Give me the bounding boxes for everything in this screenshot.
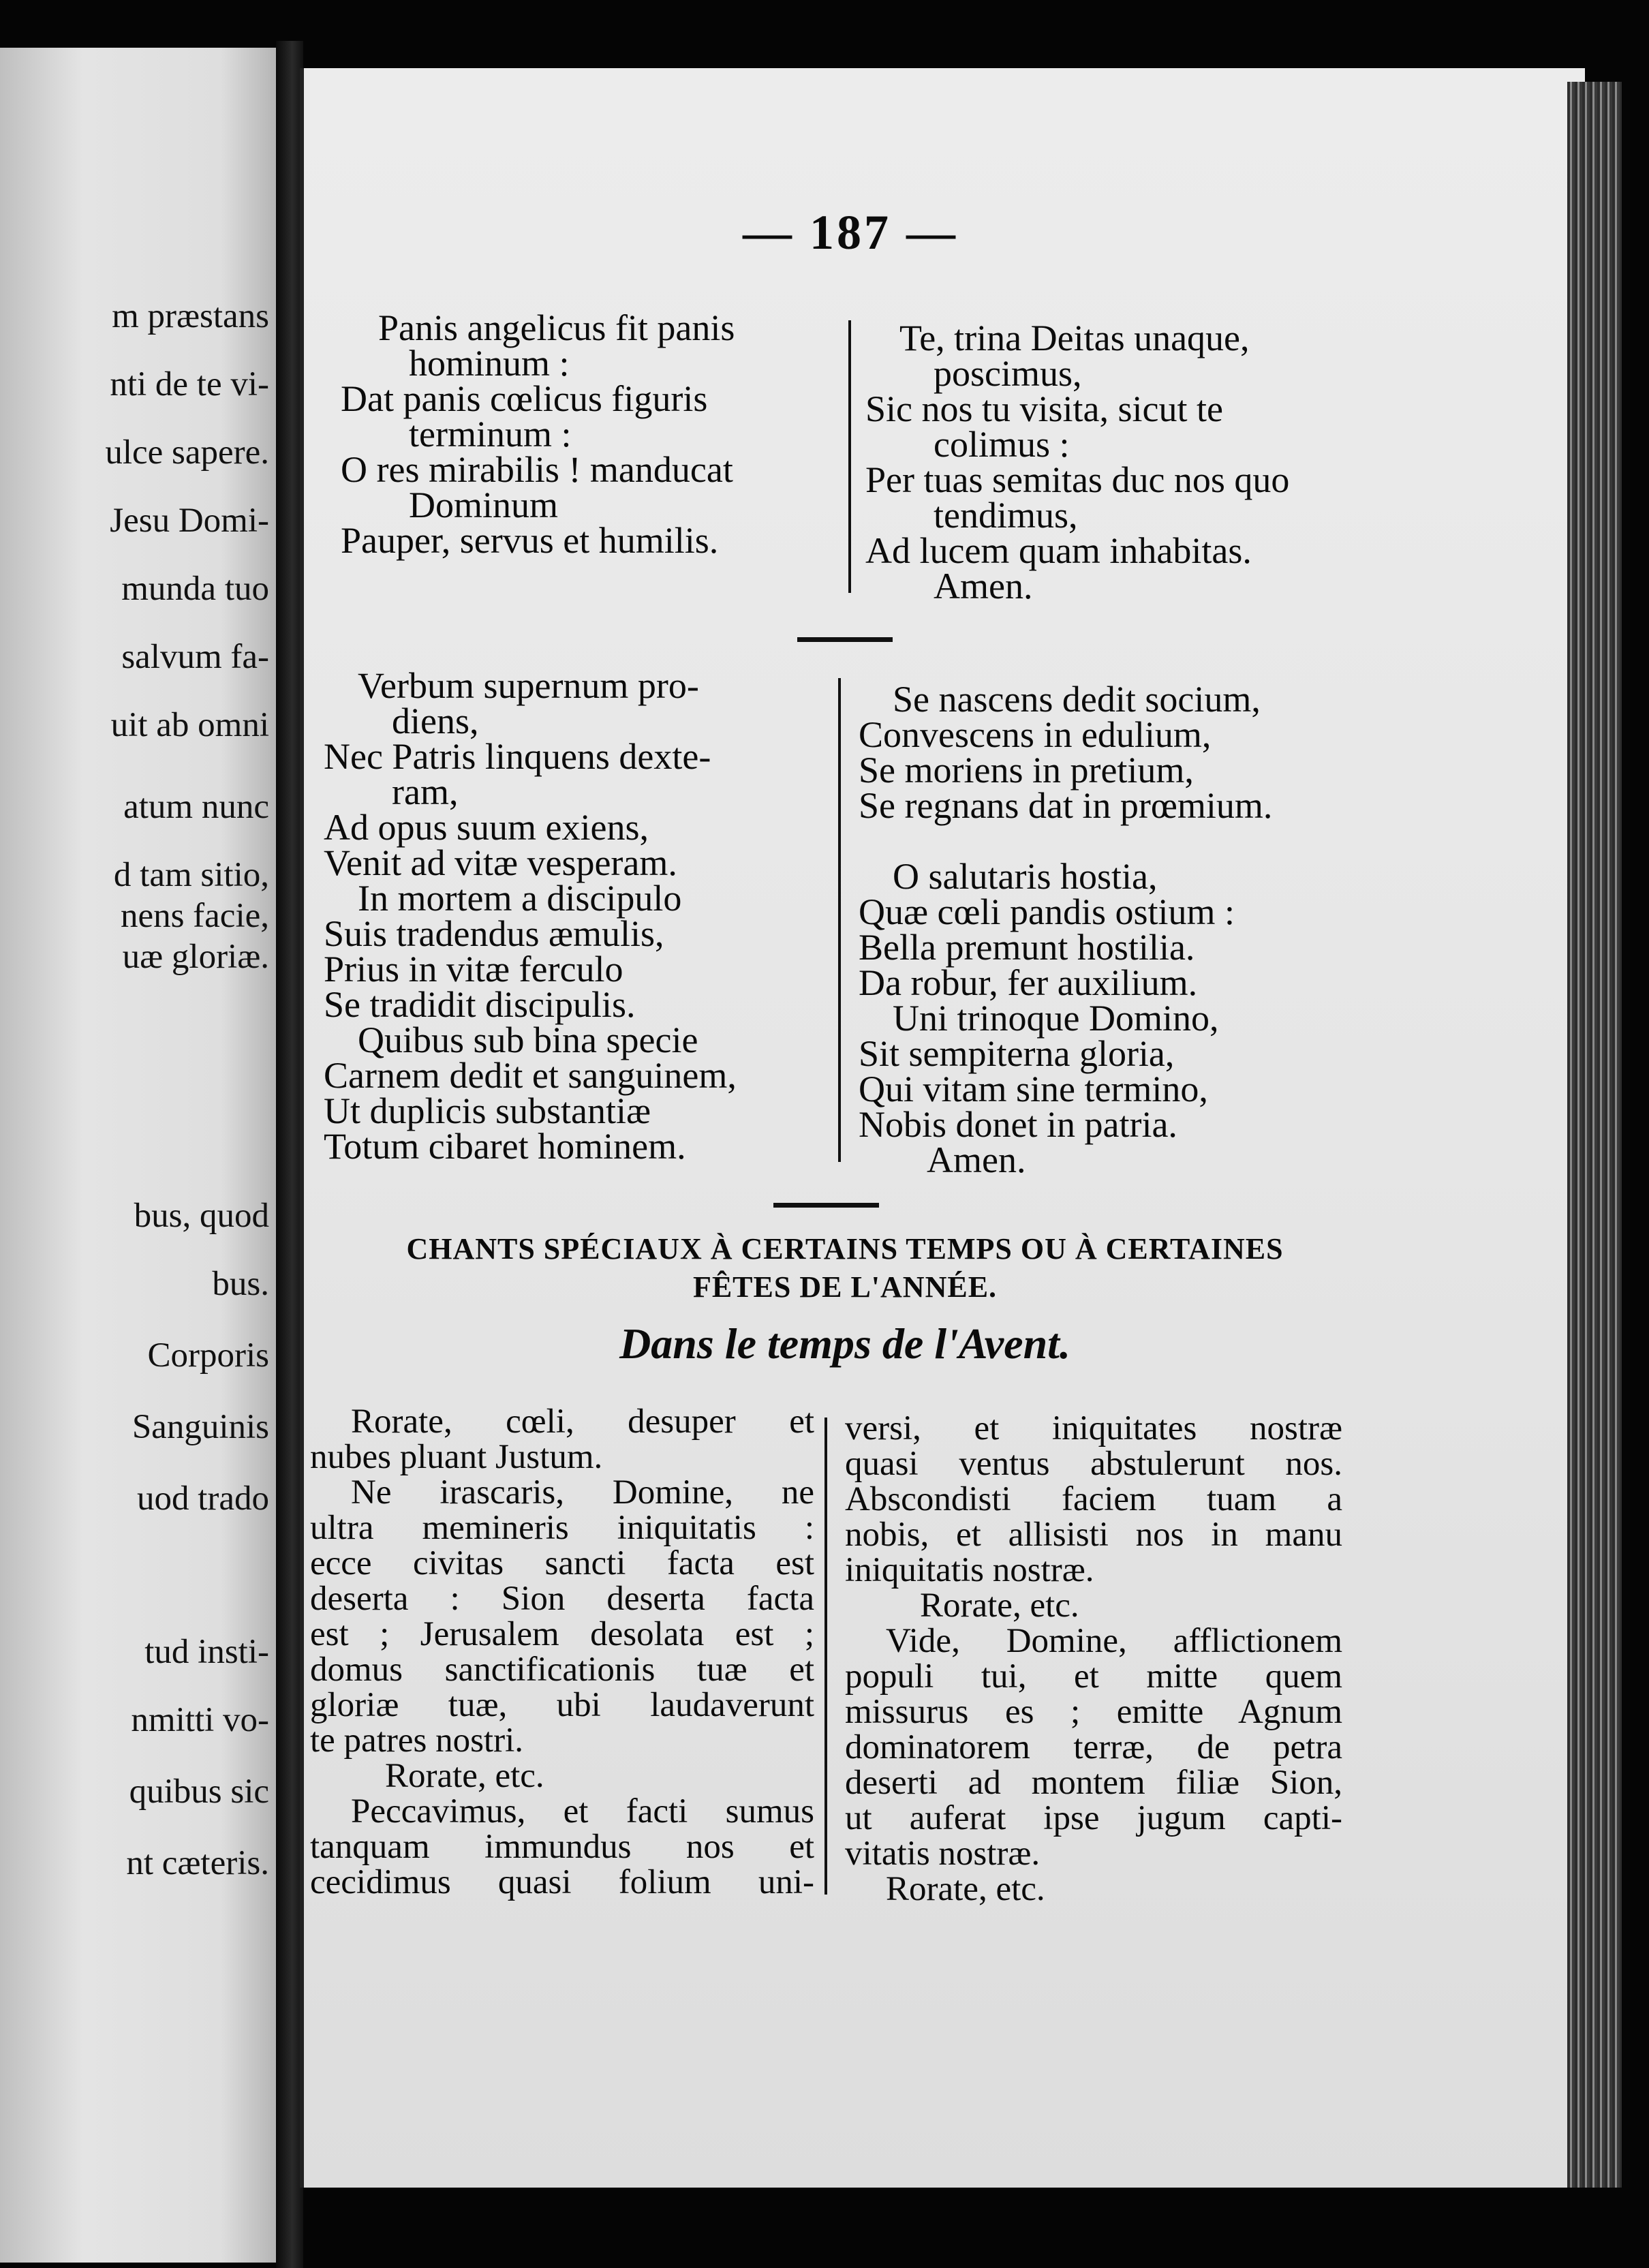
prose-line: Vide, Domine, afflictionem [886, 1622, 1342, 1660]
column-divider [838, 678, 841, 1162]
verse-line: Uni trinoque Domino, [893, 998, 1219, 1039]
verse-line: Pauper, servus et humilis. [341, 520, 719, 561]
prose-line: ultra memineris iniquitatis : [310, 1509, 814, 1547]
prose-line: domus sanctificationis tuæ et [310, 1651, 814, 1689]
verse-line: In mortem a discipulo [358, 878, 682, 919]
verse-line: Quibus sub bina specie [358, 1020, 698, 1060]
prose-line: est ; Jerusalem desolata est ; [310, 1615, 814, 1653]
verse-line: diens, [392, 701, 479, 741]
facing-page-text: salvum fa- [121, 638, 269, 676]
verse-line: Da robur, fer auxilium. [859, 962, 1198, 1003]
prose-line: dominatorem terræ, de petra [845, 1728, 1342, 1766]
prose-line: Peccavimus, et facti sumus [351, 1792, 814, 1830]
verse-line: Per tuas semitas duc nos quo [865, 459, 1290, 500]
verse-line: Quæ cœli pandis ostium : [859, 891, 1235, 932]
verse-line: Nec Patris linquens dexte- [324, 736, 711, 777]
facing-page-text: quibus sic [129, 1773, 269, 1811]
prose-line: Rorate, etc. [385, 1757, 544, 1795]
prose-line: missurus es ; emitte Agnum [845, 1693, 1342, 1731]
hymn-panis-angelicus-right [865, 318, 1290, 607]
book-gutter [276, 41, 303, 2268]
verse-line: Bella premunt hostilia. [859, 927, 1195, 968]
facing-page-text: atum nunc [123, 788, 269, 826]
facing-page-text: ulce sapere. [105, 433, 269, 472]
prose-line: ecce civitas sancti facta est [310, 1544, 814, 1582]
page-edges [1567, 82, 1622, 2188]
verse-line: Se tradidit discipulis. [324, 984, 636, 1025]
verse-line: Te, trina Deitas unaque, [899, 318, 1250, 358]
prose-line: gloriæ tuæ, ubi laudaverunt [310, 1686, 814, 1724]
verse-line: Carnem dedit et sanguinem, [324, 1055, 737, 1096]
verse-line: Verbum supernum pro- [358, 665, 699, 706]
facing-page-text: uæ gloriæ. [122, 938, 269, 976]
verse-line: poscimus, [934, 353, 1082, 394]
prose-line: iniquitatis nostræ. [845, 1551, 1094, 1589]
section-heading-line: FÊTES DE L'ANNÉE. [692, 1270, 998, 1304]
verse-line: Se regnans dat in prœmium. [859, 785, 1273, 826]
verse-line: Panis angelicus fit panis [378, 307, 735, 348]
facing-page-text: nens facie, [120, 897, 269, 935]
hymn-verbum-supernum-right [859, 681, 1272, 1178]
verse-line: Qui vitam sine termino, [859, 1069, 1208, 1109]
prose-line: cecidimus quasi folium uni- [310, 1863, 814, 1901]
facing-page-text: Sanguinis [132, 1408, 269, 1446]
prose-line: ut auferat ipse jugum capti- [845, 1799, 1342, 1837]
section-heading [313, 1230, 1376, 1306]
verse-line: tendimus, [934, 495, 1078, 536]
verse-line: Convescens in edulium, [859, 714, 1212, 755]
prose-line: deserta : Sion deserta facta [310, 1580, 814, 1618]
separator-rule [797, 637, 893, 642]
section-heading-line: CHANTS SPÉCIAUX À CERTAINS TEMPS OU À CERTAINES [406, 1232, 1284, 1266]
advent-text-left [310, 1404, 814, 1900]
verse-line: Se moriens in pretium, [859, 750, 1194, 791]
verse-line: hominum : [409, 343, 570, 384]
prose-line: Rorate, cœli, desuper et [351, 1403, 814, 1441]
verse-line: Se nascens dedit socium, [893, 679, 1261, 720]
facing-page-text: nti de te vi- [110, 365, 269, 403]
verse-line: Totum cibaret hominem. [324, 1126, 686, 1167]
prose-line: populi tui, et mitte quem [845, 1657, 1342, 1696]
prose-line: Rorate, etc. [886, 1870, 1045, 1908]
facing-page-text: munda tuo [121, 570, 269, 608]
verse-line: colimus : [934, 424, 1070, 465]
facing-page-text: nmitti vo- [131, 1701, 269, 1739]
facing-page-text: uod trado [136, 1480, 269, 1518]
prose-line: tanquam immundus nos et [310, 1828, 814, 1866]
verse-line: ram, [392, 771, 459, 812]
column-divider [848, 320, 851, 593]
separator-rule [773, 1203, 879, 1208]
hymn-verbum-supernum-left [324, 665, 737, 1167]
verse-line: Prius in vitæ ferculo [324, 949, 623, 990]
hymn-panis-angelicus-left [341, 307, 735, 561]
facing-page-text: m præstans [112, 297, 269, 335]
prose-line: deserti ad montem filiæ Sion, [845, 1764, 1342, 1802]
verse-line [859, 823, 1272, 859]
facing-page-text: uit ab omni [110, 706, 269, 744]
facing-page-text: Corporis [147, 1336, 269, 1375]
prose-line: Rorate, etc. [920, 1587, 1079, 1625]
facing-page-text: nt cæteris. [126, 1844, 269, 1882]
page-number: — 187 — [743, 205, 958, 260]
verse-line: Ad opus suum exiens, [324, 807, 649, 848]
prose-line: vitatis nostræ. [845, 1835, 1041, 1873]
verse-line: Sit sempiterna gloria, [859, 1033, 1175, 1074]
facing-page-text: d tam sitio, [113, 856, 269, 894]
prose-line: nobis, et allisisti nos in manu [845, 1516, 1342, 1554]
verse-line: Sic nos tu visita, sicut te [865, 388, 1223, 429]
verse-line: Dominum [409, 485, 559, 525]
prose-line: nubes pluant Justum. [310, 1438, 603, 1476]
verse-line: Amen. [934, 566, 1033, 607]
verse-line: O salutaris hostia, [893, 856, 1158, 897]
facing-page-text: bus, quod [134, 1197, 269, 1235]
verse-line: Amen. [927, 1139, 1026, 1180]
advent-text-right [845, 1411, 1342, 1907]
verse-line: Nobis donet in patria. [859, 1104, 1177, 1145]
prose-line: te patres nostri. [310, 1721, 523, 1760]
prose-line: Ne irascaris, Domine, ne [351, 1473, 814, 1512]
prose-line: Abscondisti faciem tuam a [845, 1480, 1342, 1518]
column-divider [824, 1418, 827, 1895]
advent-subheading: Dans le temps de l'Avent. [619, 1319, 1070, 1368]
verse-line: terminum : [409, 414, 572, 455]
verse-line: Ad lucem quam inhabitas. [865, 530, 1252, 571]
prose-line: versi, et iniquitates nostræ [845, 1409, 1342, 1447]
prose-line: quasi ventus abstulerunt nos. [845, 1445, 1342, 1483]
verse-line: Venit ad vitæ vesperam. [324, 842, 677, 883]
facing-page-text: Jesu Domi- [110, 502, 269, 540]
verse-line: Dat panis cœlicus figuris [341, 378, 708, 419]
facing-page-text: tud insti- [144, 1633, 269, 1671]
verse-line: O res mirabilis ! manducat [341, 449, 733, 490]
verse-line: Suis tradendus æmulis, [324, 913, 664, 954]
verse-line: Ut duplicis substantiæ [324, 1090, 651, 1131]
facing-page-edge [0, 48, 286, 2263]
facing-page-text: bus. [212, 1265, 269, 1303]
